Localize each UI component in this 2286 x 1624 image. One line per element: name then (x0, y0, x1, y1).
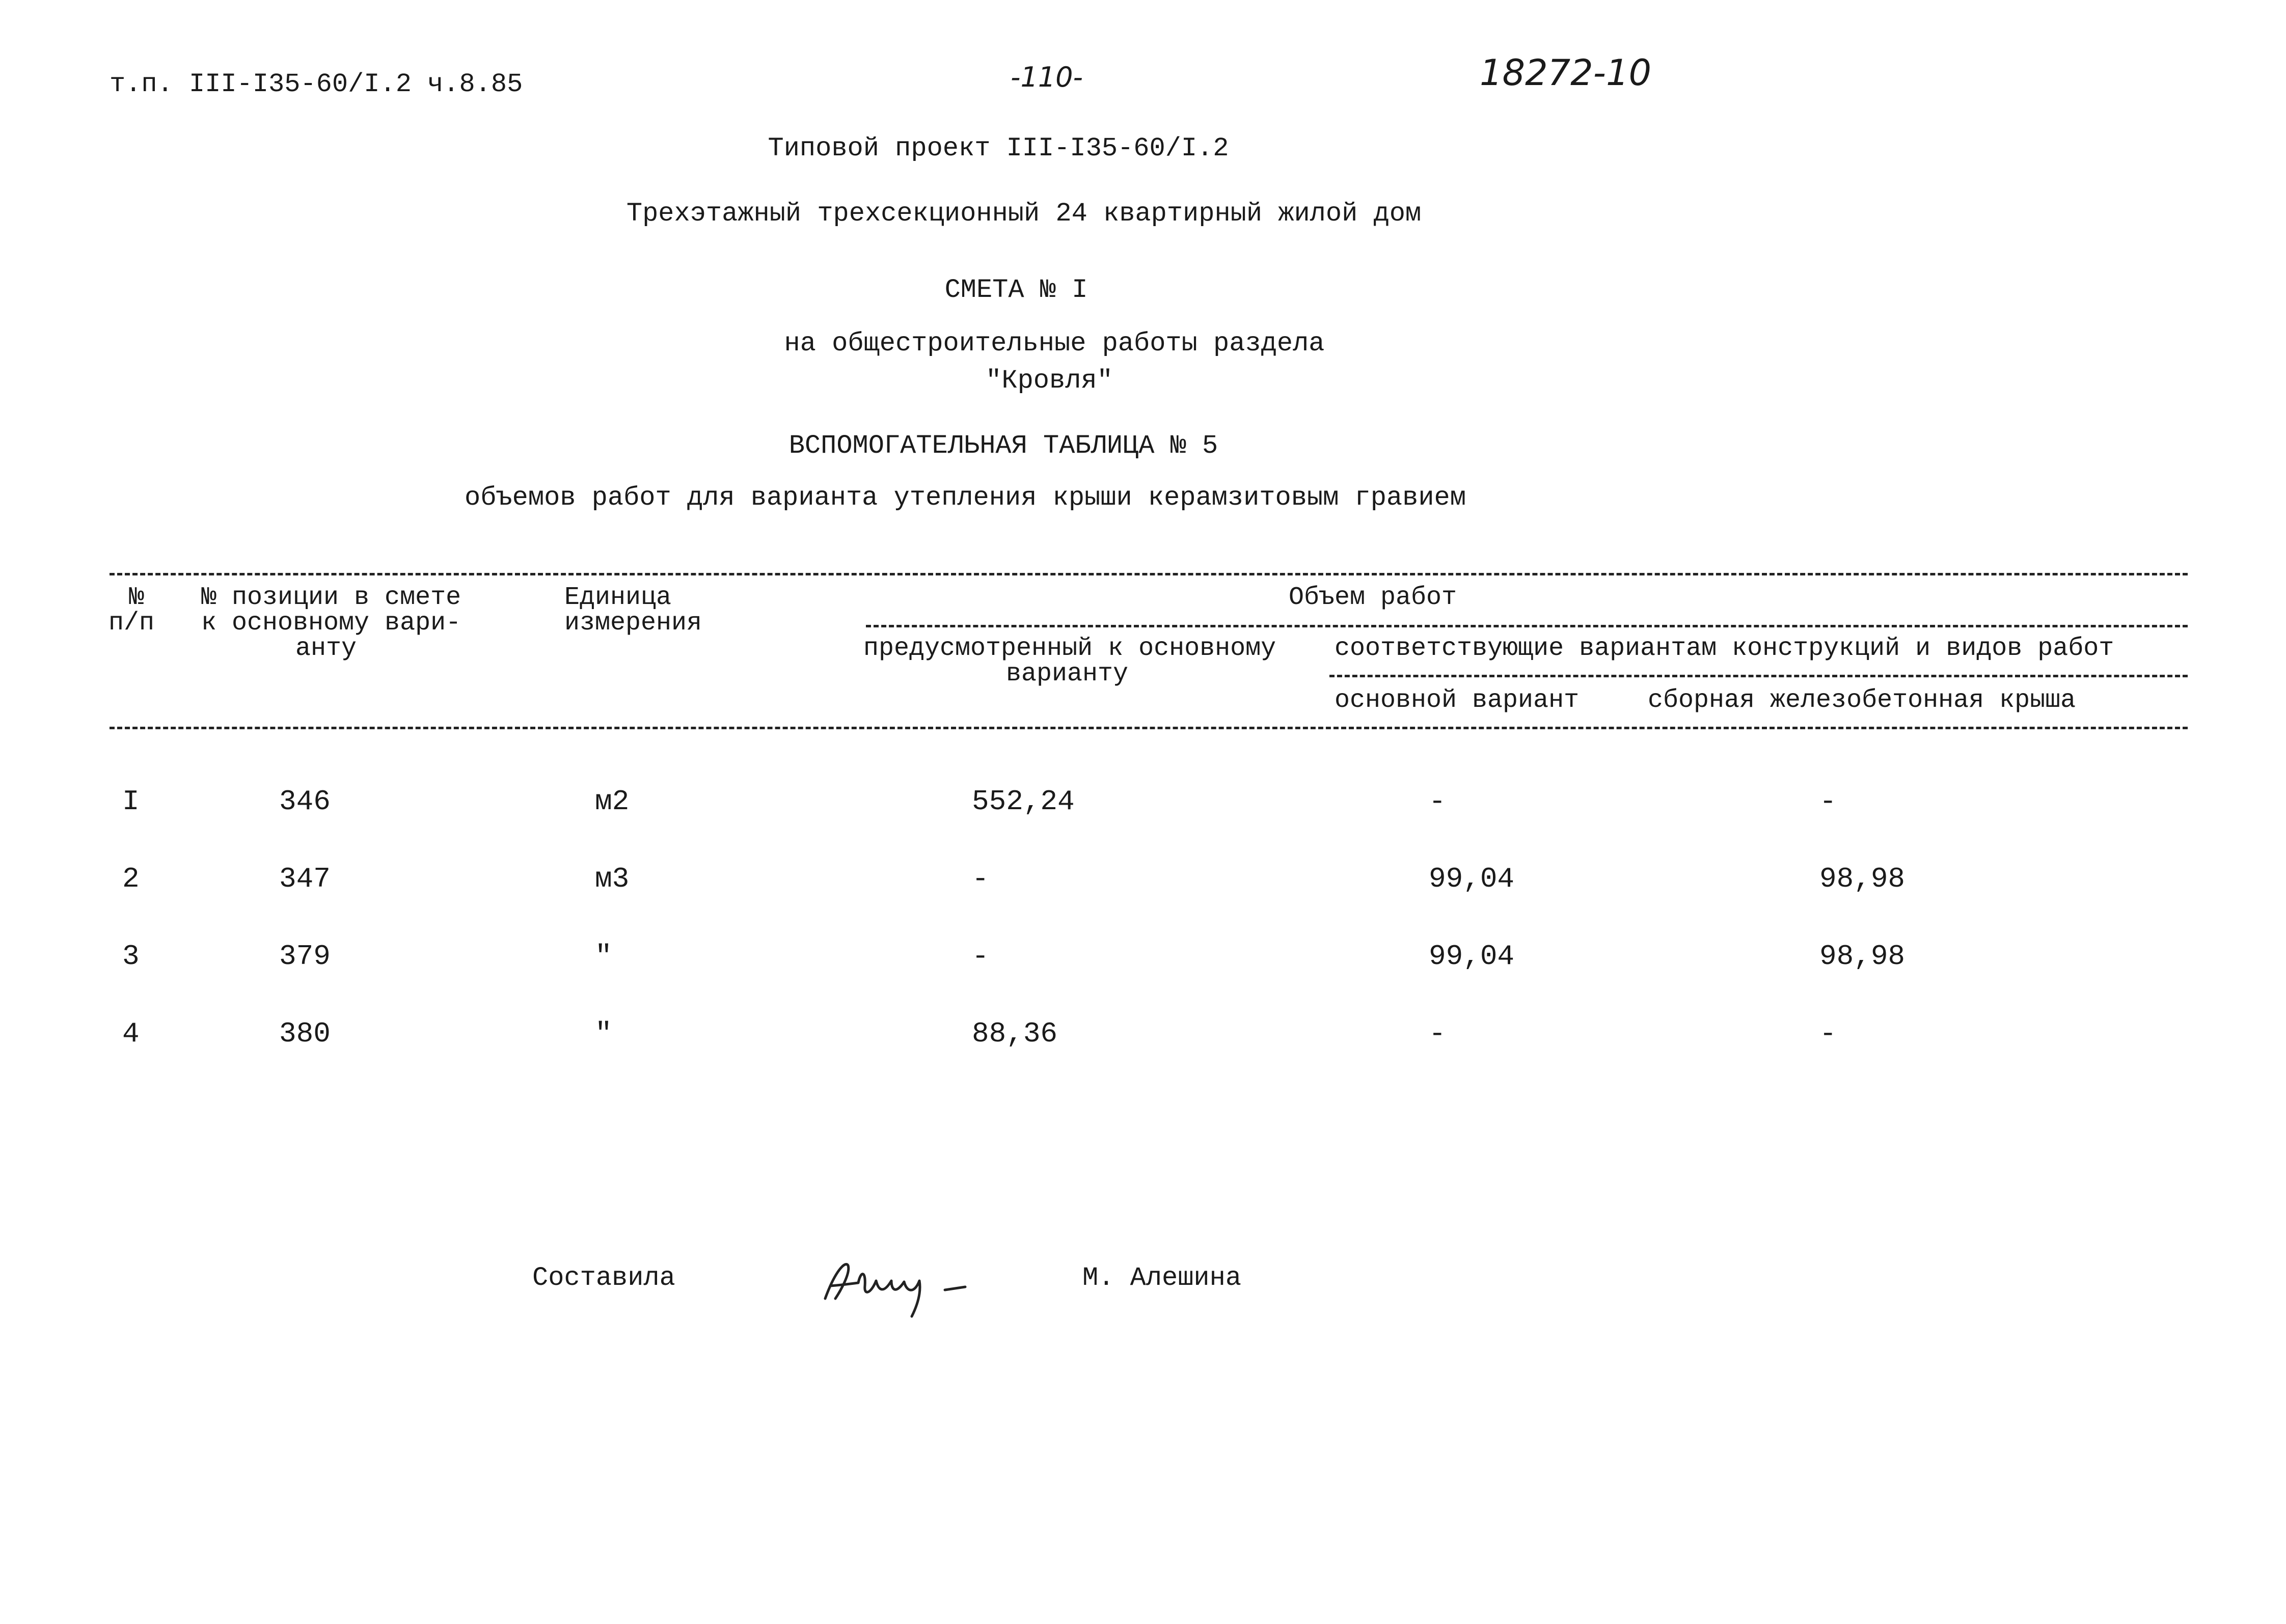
building-title: Трехэтажный трехсекционный 24 квартирный жилой дом (626, 199, 1422, 229)
compiled-by-label: Составила (532, 1263, 675, 1293)
row-num: I (122, 785, 140, 818)
header-pos-line1: № позиции в смете (201, 583, 461, 612)
row-num: 2 (122, 863, 140, 895)
table-title: ВСПОМОГАТЕЛЬНАЯ ТАБЛИЦА № 5 (788, 431, 1218, 461)
row-unit: " (595, 1017, 612, 1050)
row-position: 347 (279, 863, 331, 895)
header-bottom-rule (110, 727, 2188, 729)
archive-number: 18272-10 (1480, 52, 1652, 94)
header-corresponding: соответствующие вариантам конструкций и видов работ (1335, 634, 2114, 663)
row-precast-roof: - (1819, 1017, 1837, 1050)
variants-header-rule (1329, 675, 2188, 677)
row-base-variant: 99,04 (1429, 863, 1515, 895)
row-precast-roof: 98,98 (1819, 940, 1906, 973)
author-name: М. Алешина (1082, 1263, 1242, 1293)
estimate-title: СМЕТА № I (944, 275, 1088, 305)
row-provided: 88,36 (972, 1017, 1058, 1050)
row-provided: 552,24 (972, 785, 1075, 818)
row-base-variant: 99,04 (1429, 940, 1515, 973)
row-unit: м2 (595, 785, 630, 818)
row-precast-roof: 98,98 (1819, 863, 1906, 895)
row-provided: - (972, 863, 989, 895)
row-provided: - (972, 940, 989, 973)
row-precast-roof: - (1819, 785, 1837, 818)
header-pos-line3: анту (295, 634, 357, 663)
row-position: 379 (279, 940, 331, 973)
header-num-line2: п/п (108, 609, 155, 638)
works-line-1: на общестроительные работы раздела (784, 328, 1325, 359)
row-base-variant: - (1429, 785, 1446, 818)
page-number: -110- (1010, 61, 1083, 93)
header-provided-line2: варианту (1006, 659, 1129, 689)
row-unit: м3 (595, 863, 630, 895)
row-base-variant: - (1429, 1017, 1446, 1050)
handwritten-signature (820, 1250, 973, 1322)
row-position: 346 (279, 785, 331, 818)
project-title: Типовой проект III-I35-60/I.2 (768, 133, 1229, 163)
row-position: 380 (279, 1017, 331, 1050)
header-unit-line2: измерения (564, 609, 702, 638)
row-num: 3 (122, 940, 140, 973)
table-subtitle: объемов работ для варианта утепления крыши керамзитовым гравием (465, 483, 1466, 513)
header-pos-line2: к основному вари- (201, 609, 461, 638)
row-unit: " (595, 940, 612, 973)
volume-header-rule (866, 625, 2188, 627)
document-code: т.п. III-I35-60/I.2 ч.8.85 (110, 69, 523, 99)
table-top-rule (110, 573, 2188, 575)
row-num: 4 (122, 1017, 140, 1050)
header-num-line1: № (128, 583, 144, 612)
header-base-variant: основной вариант (1335, 686, 1580, 715)
header-unit-line1: Единица (564, 583, 672, 612)
header-precast-roof: сборная железобетонная крыша (1648, 686, 2076, 715)
header-provided-line1: предусмотренный к основному (863, 634, 1276, 663)
header-volume: Объем работ (1289, 583, 1457, 612)
works-line-2: "Кровля" (986, 366, 1113, 396)
